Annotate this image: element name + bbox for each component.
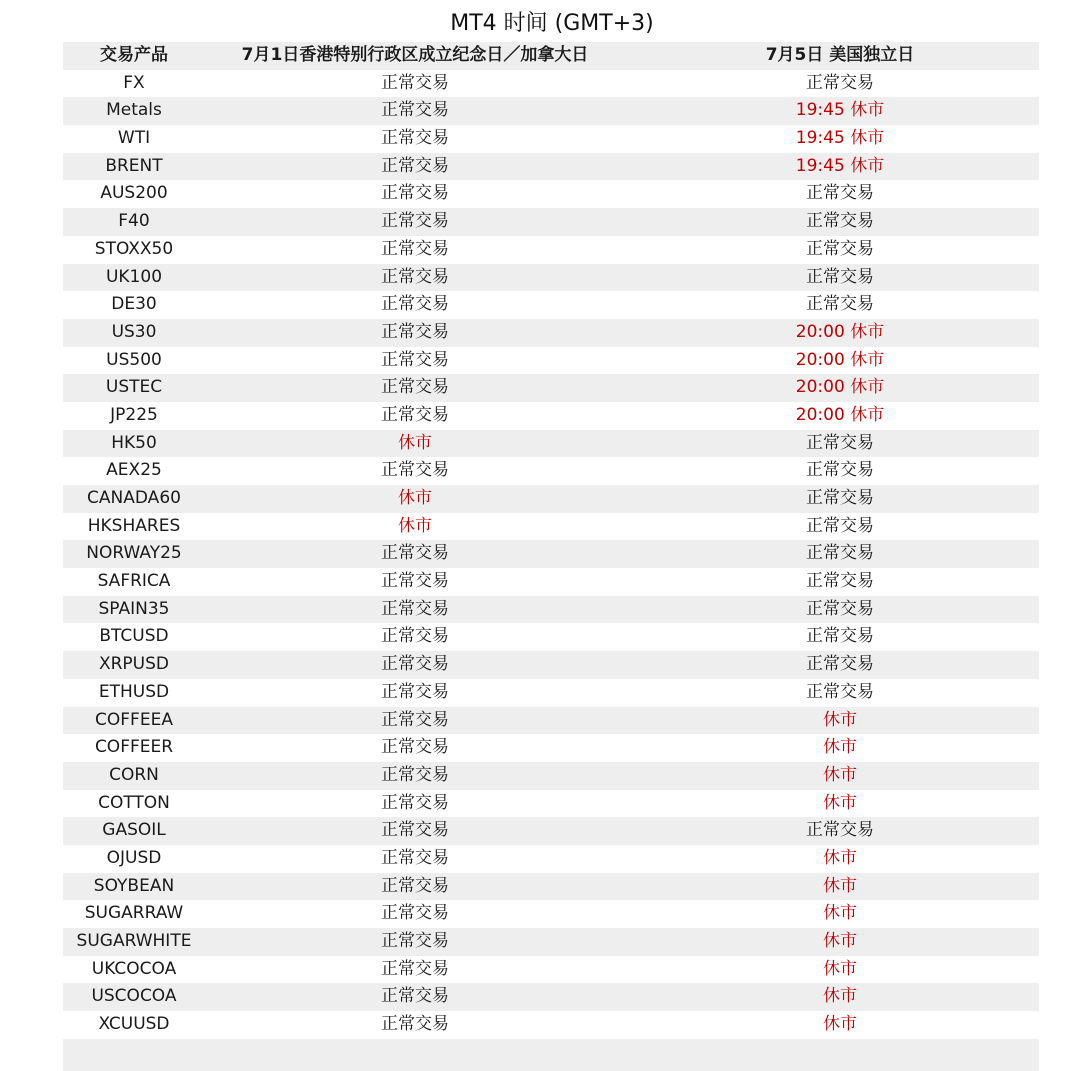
table-row (63, 97, 1039, 125)
table-row (63, 983, 1039, 1011)
jul1-status-cell: 正常交易 (381, 571, 449, 592)
jul1-status-cell: 正常交易 (381, 875, 449, 896)
jul1-status-cell: 正常交易 (381, 709, 449, 730)
jul1-status-cell: 正常交易 (381, 349, 449, 370)
jul1-status-cell: 休市 (398, 432, 432, 453)
table-row (63, 817, 1039, 845)
jul5-status-cell: 20:00 休市 (795, 321, 885, 342)
jul1-status-cell: 正常交易 (381, 847, 449, 868)
jul1-status-cell: 正常交易 (381, 903, 449, 924)
jul1-status-cell: 正常交易 (381, 792, 449, 813)
jul1-status-cell: 正常交易 (381, 404, 449, 425)
product-cell: FX (123, 72, 145, 93)
jul1-status-cell: 正常交易 (381, 820, 449, 841)
product-cell: CORN (109, 764, 159, 785)
product-cell: WTI (117, 128, 151, 149)
product-cell: SUGARRAW (84, 903, 184, 924)
jul1-status-cell: 正常交易 (381, 764, 449, 785)
product-cell: ETHUSD (98, 681, 170, 702)
jul5-status-cell: 19:45 休市 (795, 155, 885, 176)
product-cell: JP225 (110, 404, 158, 425)
jul1-status-cell: 正常交易 (381, 626, 449, 647)
jul1-status-cell: 正常交易 (381, 183, 449, 204)
jul1-status-cell: 正常交易 (381, 654, 449, 675)
product-cell: CANADA60 (87, 488, 181, 508)
jul5-status-cell: 休市 (823, 986, 857, 1007)
jul5-status-cell: 休市 (823, 875, 857, 896)
table-row (63, 208, 1039, 236)
table-row (63, 540, 1039, 568)
page-title: MT4 时间 (GMT+3) (450, 11, 654, 36)
product-cell: HK50 (111, 432, 157, 453)
jul5-status-cell: 19:45 休市 (795, 128, 885, 149)
table-row (63, 153, 1039, 181)
table-row (63, 623, 1039, 651)
jul5-status-cell: 正常交易 (806, 598, 874, 619)
jul1-status-cell: 正常交易 (381, 543, 449, 564)
jul1-status-cell: 休市 (398, 515, 432, 536)
jul5-status-cell: 休市 (823, 737, 857, 758)
jul5-status-cell: 正常交易 (806, 294, 874, 315)
jul5-status-cell: 休市 (823, 1014, 857, 1035)
jul5-status-cell: 休市 (823, 847, 857, 868)
table-row (63, 762, 1039, 790)
jul5-status-cell: 20:00 休市 (795, 377, 885, 398)
product-cell: NORWAY25 (86, 543, 182, 564)
table-row (63, 790, 1039, 818)
product-cell: BTCUSD (99, 626, 169, 647)
product-cell: BRENT (105, 155, 163, 176)
jul5-status-cell: 正常交易 (806, 571, 874, 592)
jul5-status-cell: 正常交易 (806, 488, 874, 508)
product-cell: UK100 (105, 266, 163, 287)
jul1-status-cell: 正常交易 (381, 266, 449, 287)
product-cell: US500 (106, 349, 162, 370)
jul5-status-cell: 正常交易 (806, 266, 874, 287)
table-row (63, 679, 1039, 707)
product-cell: F40 (118, 211, 150, 232)
product-cell: XCUUSD (98, 1014, 170, 1035)
jul5-status-cell: 正常交易 (806, 238, 874, 259)
jul1-status-cell: 正常交易 (381, 1014, 449, 1035)
product-cell: GASOIL (102, 820, 166, 841)
product-cell: Metals (106, 100, 162, 121)
jul5-status-cell: 正常交易 (806, 654, 874, 675)
product-cell: XRPUSD (98, 654, 170, 675)
table-row (63, 319, 1039, 347)
jul5-status-cell: 正常交易 (806, 211, 874, 232)
jul5-status-cell: 休市 (823, 764, 857, 785)
product-cell: SOYBEAN (93, 875, 175, 896)
product-cell: DE30 (111, 294, 157, 315)
product-cell: USTEC (105, 377, 163, 398)
table-row (63, 873, 1039, 901)
jul1-status-cell: 正常交易 (381, 986, 449, 1007)
table-row (63, 485, 1039, 513)
jul5-status-cell: 20:00 休市 (795, 349, 885, 370)
product-cell: AUS200 (100, 183, 168, 204)
table-row (63, 347, 1039, 375)
jul5-status-cell: 正常交易 (806, 543, 874, 564)
table-row (63, 430, 1039, 458)
table-row (63, 457, 1039, 485)
jul1-status-cell: 正常交易 (381, 681, 449, 702)
table-row (63, 513, 1039, 541)
jul1-status-cell: 正常交易 (381, 211, 449, 232)
jul5-status-cell: 正常交易 (806, 183, 874, 204)
table-row (63, 651, 1039, 679)
table-row (63, 956, 1039, 984)
table-bottom-padding (63, 1039, 1039, 1071)
table-row (63, 1011, 1039, 1039)
jul5-status-cell: 正常交易 (806, 432, 874, 453)
product-cell: SPAIN35 (98, 598, 170, 619)
jul1-status-cell: 正常交易 (381, 931, 449, 951)
jul1-status-cell: 正常交易 (381, 460, 449, 481)
jul1-status-cell: 正常交易 (381, 155, 449, 176)
jul5-status-cell: 休市 (823, 931, 857, 951)
table-row (63, 845, 1039, 873)
jul5-status-cell: 正常交易 (806, 820, 874, 841)
jul1-status-cell: 正常交易 (381, 72, 449, 93)
header-product: 交易产品 (100, 45, 168, 65)
jul5-status-cell: 休市 (823, 792, 857, 813)
table-row (63, 236, 1039, 264)
jul5-status-cell: 20:00 休市 (795, 404, 885, 425)
table-row (63, 374, 1039, 402)
product-cell: COTTON (98, 792, 170, 813)
table-row (63, 596, 1039, 624)
jul1-status-cell: 正常交易 (381, 238, 449, 259)
jul5-status-cell: 休市 (823, 709, 857, 730)
jul5-status-cell: 正常交易 (806, 681, 874, 702)
jul1-status-cell: 正常交易 (381, 737, 449, 758)
jul5-status-cell: 正常交易 (806, 515, 874, 536)
table-row (63, 70, 1039, 98)
product-cell: HKSHARES (87, 515, 181, 536)
header-jul5: 7月5日 美国独立日 (765, 45, 915, 65)
product-cell: SUGARWHITE (76, 931, 192, 951)
jul1-status-cell: 休市 (398, 488, 432, 508)
product-cell: OJUSD (106, 847, 162, 868)
table-row (63, 928, 1039, 956)
product-cell: AEX25 (106, 460, 162, 481)
jul1-status-cell: 正常交易 (381, 321, 449, 342)
table-row (63, 900, 1039, 928)
header-jul1: 7月1日香港特别行政区成立纪念日／加拿大日 (241, 45, 589, 65)
table-body (63, 70, 1039, 1039)
jul5-status-cell: 正常交易 (806, 72, 874, 93)
product-cell: COFFEEA (95, 709, 173, 730)
table-row (63, 568, 1039, 596)
table-row (63, 291, 1039, 319)
jul1-status-cell: 正常交易 (381, 100, 449, 121)
table-row (63, 707, 1039, 735)
jul5-status-cell: 正常交易 (806, 626, 874, 647)
jul1-status-cell: 正常交易 (381, 598, 449, 619)
product-cell: USCOCOA (91, 986, 177, 1007)
jul1-status-cell: 正常交易 (381, 958, 449, 979)
jul5-status-cell: 休市 (823, 903, 857, 924)
table-row (63, 180, 1039, 208)
table-row (63, 734, 1039, 762)
table-header-row (63, 42, 1039, 70)
product-cell: US30 (111, 321, 157, 342)
product-cell: UKCOCOA (91, 958, 177, 979)
product-cell: SAFRICA (97, 571, 171, 592)
table-row (63, 264, 1039, 292)
product-cell: COFFEER (94, 737, 174, 758)
jul1-status-cell: 正常交易 (381, 294, 449, 315)
jul1-status-cell: 正常交易 (381, 128, 449, 149)
holiday-trading-table (63, 42, 1039, 1071)
jul5-status-cell: 19:45 休市 (795, 100, 885, 121)
product-cell: STOXX50 (94, 238, 174, 259)
jul1-status-cell: 正常交易 (381, 377, 449, 398)
jul5-status-cell: 正常交易 (806, 460, 874, 481)
table-row (63, 125, 1039, 153)
jul5-status-cell: 休市 (823, 958, 857, 979)
table-row (63, 402, 1039, 430)
